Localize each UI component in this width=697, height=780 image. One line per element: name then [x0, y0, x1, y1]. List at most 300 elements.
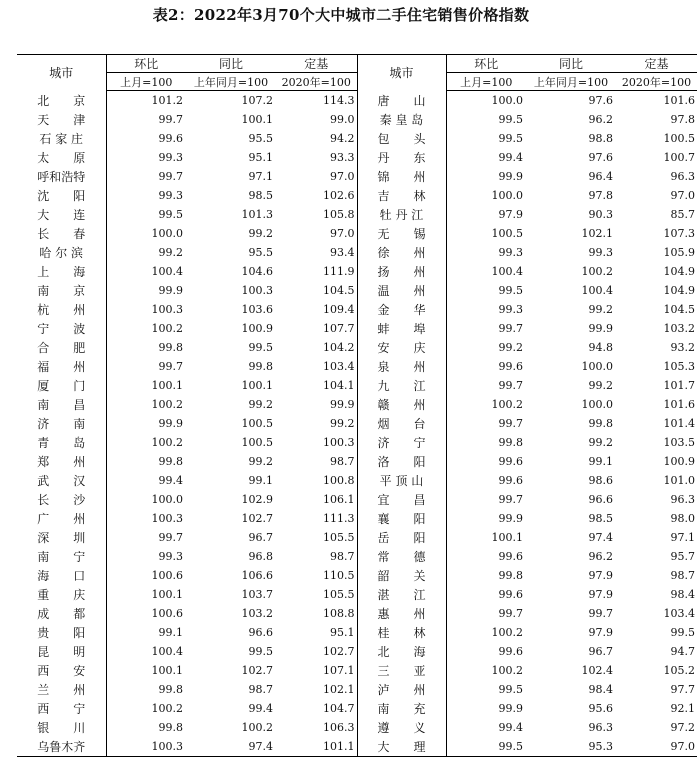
left-base-cell: 99.2 — [276, 414, 357, 433]
right-yoy-cell: 97.9 — [588, 626, 613, 639]
left-mom-cell: 100.2 — [151, 322, 183, 335]
right-yoy-cell: 96.7 — [588, 645, 613, 658]
right-mom-cell: 100.5 — [491, 227, 523, 240]
left-base-cell: 111.9 — [276, 262, 357, 281]
right-city-cell: 安 庆 — [357, 338, 446, 357]
left-mom-cell: 100.1 — [151, 664, 183, 677]
right-mom-cell: 100.1 — [491, 531, 523, 544]
left-mom-cell: 99.1 — [158, 626, 183, 639]
yoy-header-left: 同比 — [186, 55, 276, 73]
left-mom-cell: 99.7 — [158, 360, 183, 373]
right-mom-cell: 99.6 — [498, 360, 523, 373]
right-yoy-cell: 97.6 — [588, 151, 613, 164]
right-city-cell: 赣 州 — [357, 395, 446, 414]
table-row — [17, 186, 697, 205]
left-city-cell: 济 南 — [17, 414, 106, 433]
left-mom-cell: 100.2 — [151, 398, 183, 411]
right-base-cell: 93.2 — [670, 341, 695, 354]
right-base-cell: 105.3 — [663, 360, 695, 373]
right-base-cell: 105.2 — [663, 664, 695, 677]
mom-subheader-right: 上月=100 — [446, 73, 526, 91]
left-mom-cell: 100.0 — [151, 227, 183, 240]
left-city-cell: 呼和浩特 — [17, 167, 106, 186]
table-title: 表2：2022年3月70个大中城市二手住宅销售价格指数 — [152, 6, 530, 24]
left-yoy-cell: 98.5 — [248, 189, 273, 202]
right-city-cell: 平 顶 山 — [357, 471, 446, 490]
left-yoy-cell: 99.2 — [248, 227, 273, 240]
table-header — [17, 55, 697, 91]
table-row — [17, 395, 697, 414]
left-mom-cell: 99.7 — [158, 113, 183, 126]
left-yoy-cell: 100.5 — [241, 417, 273, 430]
left-base-cell: 95.1 — [276, 623, 357, 642]
right-city-cell: 牡 丹 江 — [357, 205, 446, 224]
right-mom-cell: 99.6 — [498, 474, 523, 487]
right-yoy-cell: 98.8 — [588, 132, 613, 145]
right-mom-cell: 100.4 — [491, 265, 523, 278]
right-base-cell: 99.5 — [670, 626, 695, 639]
right-mom-cell: 99.7 — [498, 607, 523, 620]
right-city-cell: 北 海 — [357, 642, 446, 661]
left-yoy-cell: 100.5 — [241, 436, 273, 449]
right-city-cell: 洛 阳 — [357, 452, 446, 471]
right-base-cell: 95.7 — [670, 550, 695, 563]
table-row — [17, 471, 697, 490]
left-city-cell: 哈 尔 滨 — [17, 243, 106, 262]
yoy-subheader-right: 上年同月=100 — [526, 73, 616, 91]
table-row — [17, 319, 697, 338]
right-yoy-cell: 97.9 — [588, 588, 613, 601]
table-row — [17, 680, 697, 699]
left-city-cell: 银 川 — [17, 718, 106, 737]
table-row — [17, 300, 697, 319]
left-city-cell: 武 汉 — [17, 471, 106, 490]
table-row — [17, 262, 697, 281]
right-city-cell: 湛 江 — [357, 585, 446, 604]
right-mom-cell: 99.6 — [498, 550, 523, 563]
right-yoy-cell: 96.4 — [588, 170, 613, 183]
city-header-left: 城市 — [17, 55, 106, 91]
left-city-cell: 天 津 — [17, 110, 106, 129]
left-yoy-cell: 101.3 — [241, 208, 273, 221]
table-row — [17, 129, 697, 148]
left-base-cell: 105.8 — [276, 205, 357, 224]
right-base-cell: 101.0 — [663, 474, 695, 487]
left-mom-cell: 99.4 — [158, 474, 183, 487]
right-city-cell: 岳 阳 — [357, 528, 446, 547]
left-yoy-cell: 100.1 — [241, 113, 273, 126]
left-city-cell: 深 圳 — [17, 528, 106, 547]
table-row — [17, 509, 697, 528]
right-mom-cell: 100.2 — [491, 664, 523, 677]
left-yoy-cell: 99.8 — [248, 360, 273, 373]
yoy-subheader-left: 上年同月=100 — [186, 73, 276, 91]
base-header-right: 定基 — [616, 55, 697, 73]
right-city-cell: 大 理 — [357, 737, 446, 757]
table-row — [17, 167, 697, 186]
right-mom-cell: 100.2 — [491, 626, 523, 639]
table-row — [17, 243, 697, 262]
left-mom-cell: 99.8 — [158, 683, 183, 696]
right-base-cell: 85.7 — [670, 208, 695, 221]
left-yoy-cell: 96.6 — [248, 626, 273, 639]
left-base-cell: 109.4 — [276, 300, 357, 319]
right-mom-cell: 99.6 — [498, 455, 523, 468]
right-city-cell: 丹 东 — [357, 148, 446, 167]
left-city-cell: 长 沙 — [17, 490, 106, 509]
right-yoy-cell: 99.8 — [588, 417, 613, 430]
right-base-cell: 98.0 — [670, 512, 695, 525]
right-base-cell: 101.7 — [663, 379, 695, 392]
right-yoy-cell: 96.2 — [588, 113, 613, 126]
left-yoy-cell: 99.1 — [248, 474, 273, 487]
left-yoy-cell: 96.7 — [248, 531, 273, 544]
table-row — [17, 623, 697, 642]
mom-header-right: 环比 — [446, 55, 526, 73]
right-mom-cell: 99.7 — [498, 493, 523, 506]
left-mom-cell: 100.3 — [106, 737, 186, 757]
city-header-right: 城市 — [357, 55, 446, 91]
left-yoy-cell: 100.3 — [241, 284, 273, 297]
left-base-cell: 111.3 — [276, 509, 357, 528]
left-mom-cell: 99.3 — [158, 151, 183, 164]
right-city-cell: 蚌 埠 — [357, 319, 446, 338]
right-mom-cell: 99.4 — [498, 721, 523, 734]
table-row — [17, 699, 697, 718]
table-row — [17, 642, 697, 661]
right-mom-cell: 99.4 — [498, 151, 523, 164]
table-body — [17, 91, 697, 757]
table-row — [17, 661, 697, 680]
table-row — [17, 433, 697, 452]
right-yoy-cell: 90.3 — [588, 208, 613, 221]
left-city-cell: 大 连 — [17, 205, 106, 224]
right-city-cell: 秦 皇 岛 — [357, 110, 446, 129]
left-mom-cell: 100.2 — [151, 702, 183, 715]
left-city-cell: 重 庆 — [17, 585, 106, 604]
right-city-cell: 无 锡 — [357, 224, 446, 243]
table-row — [17, 148, 697, 167]
left-base-cell: 99.9 — [276, 395, 357, 414]
right-city-cell: 南 充 — [357, 699, 446, 718]
right-yoy-cell: 98.6 — [588, 474, 613, 487]
right-mom-cell: 99.3 — [498, 246, 523, 259]
left-yoy-cell: 100.1 — [241, 379, 273, 392]
left-base-cell: 100.3 — [276, 433, 357, 452]
right-base-cell: 97.0 — [670, 189, 695, 202]
right-mom-cell: 99.9 — [498, 512, 523, 525]
left-base-cell: 114.3 — [276, 91, 357, 111]
left-city-cell: 南 京 — [17, 281, 106, 300]
table-row — [17, 110, 697, 129]
table-row — [17, 205, 697, 224]
table-row — [17, 224, 697, 243]
right-mom-cell: 100.0 — [491, 189, 523, 202]
left-city-cell: 乌鲁木齐 — [17, 737, 106, 757]
base-subheader-left: 2020年=100 — [276, 73, 357, 91]
table-row — [17, 718, 697, 737]
base-header-left: 定基 — [276, 55, 357, 73]
right-city-cell: 济 宁 — [357, 433, 446, 452]
right-base-cell: 97.1 — [670, 531, 695, 544]
left-base-cell: 100.8 — [276, 471, 357, 490]
right-yoy-cell: 96.2 — [588, 550, 613, 563]
table-row — [17, 604, 697, 623]
left-yoy-cell: 104.6 — [241, 265, 273, 278]
left-city-cell: 杭 州 — [17, 300, 106, 319]
right-base-cell: 97.8 — [670, 113, 695, 126]
left-mom-cell: 99.9 — [158, 284, 183, 297]
right-yoy-cell: 94.8 — [588, 341, 613, 354]
right-base-cell: 100.7 — [663, 151, 695, 164]
table-row — [17, 414, 697, 433]
right-base-cell: 97.0 — [616, 737, 697, 757]
left-mom-cell: 99.7 — [158, 531, 183, 544]
right-base-cell: 104.9 — [663, 284, 695, 297]
left-yoy-cell: 103.7 — [241, 588, 273, 601]
left-base-cell: 97.0 — [276, 167, 357, 186]
right-yoy-cell: 95.6 — [588, 702, 613, 715]
right-city-cell: 常 德 — [357, 547, 446, 566]
right-yoy-cell: 95.3 — [526, 737, 616, 757]
right-city-cell: 遵 义 — [357, 718, 446, 737]
right-base-cell: 96.3 — [670, 170, 695, 183]
right-city-cell: 包 头 — [357, 129, 446, 148]
right-yoy-cell: 102.1 — [581, 227, 613, 240]
right-base-cell: 100.9 — [663, 455, 695, 468]
left-yoy-cell: 99.2 — [248, 455, 273, 468]
table-row — [17, 528, 697, 547]
left-base-cell: 101.1 — [276, 737, 357, 757]
left-mom-cell: 99.3 — [158, 189, 183, 202]
left-yoy-cell: 99.4 — [248, 702, 273, 715]
right-city-cell: 桂 林 — [357, 623, 446, 642]
right-city-cell: 三 亚 — [357, 661, 446, 680]
left-mom-cell: 100.3 — [151, 512, 183, 525]
right-city-cell: 襄 阳 — [357, 509, 446, 528]
left-city-cell: 宁 波 — [17, 319, 106, 338]
table-row — [17, 338, 697, 357]
left-base-cell: 105.5 — [276, 585, 357, 604]
left-yoy-cell: 102.9 — [241, 493, 273, 506]
right-yoy-cell: 100.0 — [581, 398, 613, 411]
right-city-cell: 徐 州 — [357, 243, 446, 262]
right-yoy-cell: 100.2 — [581, 265, 613, 278]
right-yoy-cell: 100.0 — [581, 360, 613, 373]
right-base-cell: 101.4 — [663, 417, 695, 430]
left-yoy-cell: 103.6 — [241, 303, 273, 316]
left-yoy-cell: 98.7 — [248, 683, 273, 696]
right-base-cell: 103.4 — [663, 607, 695, 620]
left-city-cell: 太 原 — [17, 148, 106, 167]
left-base-cell: 99.0 — [276, 110, 357, 129]
left-base-cell: 104.5 — [276, 281, 357, 300]
right-yoy-cell: 96.6 — [588, 493, 613, 506]
right-base-cell: 94.7 — [670, 645, 695, 658]
right-base-cell: 98.7 — [670, 569, 695, 582]
right-mom-cell: 99.8 — [498, 569, 523, 582]
right-city-cell: 扬 州 — [357, 262, 446, 281]
right-mom-cell: 99.5 — [498, 132, 523, 145]
left-city-cell: 南 昌 — [17, 395, 106, 414]
right-yoy-cell: 99.3 — [588, 246, 613, 259]
right-mom-cell: 99.5 — [498, 683, 523, 696]
base-subheader-right: 2020年=100 — [616, 73, 697, 91]
right-base-cell: 103.2 — [663, 322, 695, 335]
right-yoy-cell: 97.9 — [588, 569, 613, 582]
right-mom-cell: 99.6 — [498, 588, 523, 601]
left-yoy-cell: 97.1 — [248, 170, 273, 183]
right-mom-cell: 99.9 — [498, 702, 523, 715]
right-base-cell: 105.9 — [663, 246, 695, 259]
right-yoy-cell: 99.2 — [588, 436, 613, 449]
left-city-cell: 西 安 — [17, 661, 106, 680]
left-city-cell: 石 家 庄 — [17, 129, 106, 148]
left-city-cell: 广 州 — [17, 509, 106, 528]
right-yoy-cell: 96.3 — [588, 721, 613, 734]
left-base-cell: 104.1 — [276, 376, 357, 395]
right-city-cell: 烟 台 — [357, 414, 446, 433]
left-yoy-cell: 99.2 — [248, 398, 273, 411]
price-index-table — [17, 54, 697, 757]
left-city-cell: 青 岛 — [17, 433, 106, 452]
right-base-cell: 98.4 — [670, 588, 695, 601]
left-base-cell: 104.7 — [276, 699, 357, 718]
right-mom-cell: 99.7 — [498, 322, 523, 335]
table-row — [17, 452, 697, 471]
right-city-cell: 泉 州 — [357, 357, 446, 376]
left-base-cell: 102.6 — [276, 186, 357, 205]
right-base-cell: 101.6 — [663, 398, 695, 411]
table-row — [17, 547, 697, 566]
left-yoy-cell: 103.2 — [241, 607, 273, 620]
left-mom-cell: 100.6 — [151, 607, 183, 620]
left-mom-cell: 101.2 — [151, 94, 183, 107]
right-mom-cell: 99.5 — [498, 113, 523, 126]
right-mom-cell: 99.7 — [498, 417, 523, 430]
right-base-cell: 104.9 — [663, 265, 695, 278]
left-city-cell: 沈 阳 — [17, 186, 106, 205]
left-mom-cell: 100.3 — [151, 303, 183, 316]
table-row — [17, 376, 697, 395]
right-yoy-cell: 99.2 — [588, 303, 613, 316]
left-city-cell: 北 京 — [17, 91, 106, 111]
left-base-cell: 98.7 — [276, 452, 357, 471]
left-base-cell: 105.5 — [276, 528, 357, 547]
left-base-cell: 103.4 — [276, 357, 357, 376]
left-base-cell: 93.4 — [276, 243, 357, 262]
right-mom-cell: 99.8 — [498, 436, 523, 449]
left-city-cell: 西 宁 — [17, 699, 106, 718]
right-city-cell: 九 江 — [357, 376, 446, 395]
table-row — [17, 585, 697, 604]
right-city-cell: 金 华 — [357, 300, 446, 319]
left-mom-cell: 99.8 — [158, 455, 183, 468]
table-row — [17, 566, 697, 585]
left-mom-cell: 100.1 — [151, 588, 183, 601]
right-mom-cell: 99.2 — [498, 341, 523, 354]
left-yoy-cell: 97.4 — [186, 737, 276, 757]
right-yoy-cell: 99.9 — [588, 322, 613, 335]
left-mom-cell: 100.6 — [151, 569, 183, 582]
left-base-cell: 106.3 — [276, 718, 357, 737]
right-city-cell: 吉 林 — [357, 186, 446, 205]
table-row — [17, 357, 697, 376]
right-yoy-cell: 99.2 — [588, 379, 613, 392]
left-yoy-cell: 102.7 — [241, 664, 273, 677]
left-yoy-cell: 99.5 — [248, 341, 273, 354]
left-base-cell: 107.7 — [276, 319, 357, 338]
table-row — [17, 490, 697, 509]
left-yoy-cell: 96.8 — [248, 550, 273, 563]
right-base-cell: 103.5 — [663, 436, 695, 449]
left-mom-cell: 100.4 — [151, 645, 183, 658]
left-yoy-cell: 100.9 — [241, 322, 273, 335]
left-mom-cell: 100.1 — [151, 379, 183, 392]
right-yoy-cell: 97.4 — [588, 531, 613, 544]
left-base-cell: 107.1 — [276, 661, 357, 680]
yoy-header-right: 同比 — [526, 55, 616, 73]
left-mom-cell: 99.7 — [158, 170, 183, 183]
left-city-cell: 昆 明 — [17, 642, 106, 661]
mom-header-left: 环比 — [106, 55, 186, 73]
mom-subheader-left: 上月=100 — [106, 73, 186, 91]
right-mom-cell: 100.0 — [491, 94, 523, 107]
left-mom-cell: 99.8 — [158, 341, 183, 354]
right-city-cell: 惠 州 — [357, 604, 446, 623]
right-yoy-cell: 98.4 — [588, 683, 613, 696]
right-city-cell: 锦 州 — [357, 167, 446, 186]
table-row — [17, 737, 697, 757]
left-city-cell: 长 春 — [17, 224, 106, 243]
left-yoy-cell: 100.2 — [241, 721, 273, 734]
right-city-cell: 泸 州 — [357, 680, 446, 699]
left-base-cell: 102.7 — [276, 642, 357, 661]
left-yoy-cell: 106.6 — [241, 569, 273, 582]
right-yoy-cell: 99.1 — [588, 455, 613, 468]
right-city-cell: 宜 昌 — [357, 490, 446, 509]
right-base-cell: 92.1 — [670, 702, 695, 715]
right-base-cell: 101.6 — [663, 94, 695, 107]
right-yoy-cell: 100.4 — [581, 284, 613, 297]
left-base-cell: 106.1 — [276, 490, 357, 509]
left-mom-cell: 99.8 — [158, 721, 183, 734]
right-base-cell: 97.2 — [670, 721, 695, 734]
right-yoy-cell: 99.7 — [588, 607, 613, 620]
table-row — [17, 281, 697, 300]
left-base-cell: 102.1 — [276, 680, 357, 699]
left-base-cell: 110.5 — [276, 566, 357, 585]
left-yoy-cell: 95.1 — [248, 151, 273, 164]
left-city-cell: 郑 州 — [17, 452, 106, 471]
left-city-cell: 厦 门 — [17, 376, 106, 395]
left-mom-cell: 99.6 — [158, 132, 183, 145]
left-yoy-cell: 95.5 — [248, 132, 273, 145]
right-mom-cell: 99.7 — [498, 379, 523, 392]
right-yoy-cell: 98.5 — [588, 512, 613, 525]
right-yoy-cell: 102.4 — [581, 664, 613, 677]
left-mom-cell: 99.5 — [158, 208, 183, 221]
left-mom-cell: 99.3 — [158, 550, 183, 563]
right-mom-cell: 99.3 — [498, 303, 523, 316]
right-base-cell: 107.3 — [663, 227, 695, 240]
left-base-cell: 97.0 — [276, 224, 357, 243]
right-city-cell: 温 州 — [357, 281, 446, 300]
right-base-cell: 96.3 — [670, 493, 695, 506]
right-base-cell: 97.7 — [670, 683, 695, 696]
left-yoy-cell: 102.7 — [241, 512, 273, 525]
right-base-cell: 104.5 — [663, 303, 695, 316]
